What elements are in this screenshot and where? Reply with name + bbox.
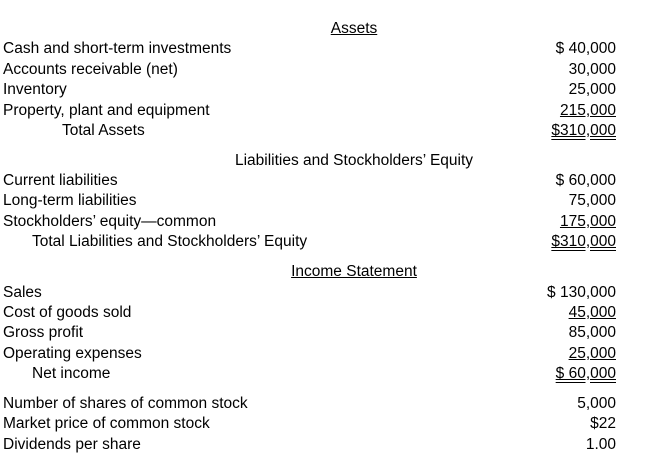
assets-total-label: Total Assets [62, 122, 145, 139]
assets-row-value: 25,000 [568, 81, 616, 98]
assets-row-value: 215,000 [559, 102, 616, 119]
stock-row-label: Number of shares of common stock [3, 395, 248, 412]
assets-heading: Assets [330, 20, 378, 37]
assets-row-label: Cash and short-term investments [3, 40, 232, 57]
assets-row-label: Inventory [3, 81, 67, 98]
income-row-label: Sales [3, 284, 42, 301]
income-heading: Income Statement [291, 263, 417, 280]
liabilities-row-label: Long-term liabilities [3, 192, 137, 209]
assets-total-value: $310,000 [551, 122, 616, 139]
stock-row-value: 1.00 [585, 436, 616, 453]
stock-row-label: Dividends per share [3, 436, 141, 453]
income-row-label: Cost of goods sold [3, 304, 132, 321]
liabilities-row-label: Current liabilities [3, 172, 118, 189]
liabilities-row-label: Stockholders’ equity—common [3, 213, 217, 230]
income-total-label: Net income [32, 365, 111, 382]
liabilities-total-label: Total Liabilities and Stockholders’ Equity [32, 233, 308, 250]
liabilities-heading: Liabilities and Stockholders’ Equity [234, 152, 474, 169]
assets-row-label: Property, plant and equipment [3, 102, 210, 119]
income-row-value: 45,000 [568, 304, 616, 321]
stock-row-value: 5,000 [577, 395, 616, 412]
stock-row-value: $22 [590, 415, 616, 432]
stock-row-label: Market price of common stock [3, 415, 210, 432]
assets-row-value: 30,000 [568, 61, 616, 78]
income-row-value: 25,000 [568, 345, 616, 362]
liabilities-row-value: 175,000 [559, 213, 616, 230]
income-row-value: 85,000 [568, 324, 616, 341]
liabilities-total-value: $310,000 [551, 233, 616, 250]
liabilities-row-value: 75,000 [568, 192, 616, 209]
liabilities-row-value: $ 60,000 [555, 172, 616, 189]
assets-row-value: $ 40,000 [555, 40, 616, 57]
income-row-label: Operating expenses [3, 345, 142, 362]
income-total-value: $ 60,000 [555, 365, 616, 382]
income-row-value: $ 130,000 [547, 284, 616, 301]
assets-row-label: Accounts receivable (net) [3, 61, 178, 78]
income-row-label: Gross profit [3, 324, 84, 341]
